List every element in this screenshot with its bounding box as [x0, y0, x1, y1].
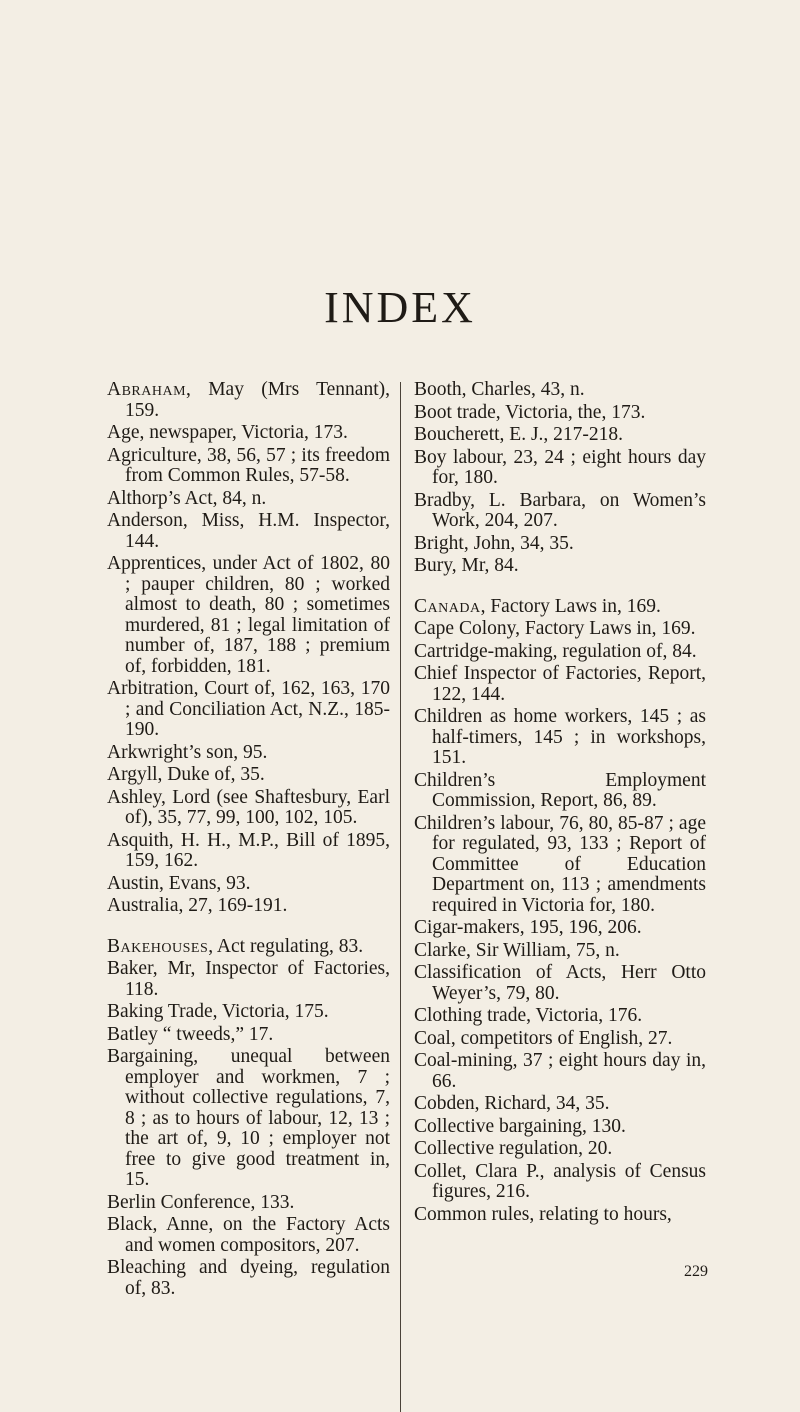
index-entry-text: Children as home workers, 145 ; as half-timers, 145 ; in workshops, 151.: [414, 706, 706, 768]
index-entry: [414, 1139, 706, 1160]
index-column-left: [107, 380, 390, 1301]
index-entry: [107, 511, 390, 552]
index-entry-text: Berlin Conference, 133.: [107, 1191, 295, 1213]
index-entry: [414, 664, 706, 705]
index-entry-text: Children’s labour, 76, 80, 85-87 ; age for regulated, 93, 133 ; Report of Committee of Education Department on, 113 ; amendments required in Victoria for, 180.: [414, 812, 706, 916]
index-entry-text: Arbitration, Court of, 162, 163, 170 ; and Conciliation Act, N.Z., 185-190.: [107, 678, 390, 740]
index-entry: [414, 642, 706, 663]
index-entry-text: Austin, Evans, 93.: [107, 872, 251, 894]
index-entry-text: Baking Trade, Victoria, 175.: [107, 1001, 329, 1022]
index-entry-text: Boot trade, Victoria, the, 173.: [414, 401, 646, 423]
index-entry-text: Collective regulation, 20.: [414, 1138, 613, 1159]
index-entry: [414, 1117, 706, 1138]
index-entry-text: Asquith, H. H., M.P., Bill of 1895, 159, 162.: [107, 829, 390, 871]
index-section-head: Canada: [414, 595, 481, 617]
index-entry: [414, 1094, 706, 1115]
index-entry: [107, 446, 390, 487]
index-entry: [107, 423, 390, 444]
index-entry-text: Collective bargaining, 130.: [414, 1115, 626, 1137]
index-entry-text: Baker, Mr, Inspector of Factories, 118.: [107, 958, 390, 1000]
index-entry: [414, 619, 706, 640]
index-entry: [414, 597, 706, 618]
index-entry: [107, 896, 390, 917]
index-entry: [414, 425, 706, 446]
index-entry-text: Cobden, Richard, 34, 35.: [414, 1093, 610, 1114]
index-entry: [107, 788, 390, 829]
index-entry: [107, 489, 390, 510]
index-entry-text: Coal, competitors of English, 27.: [414, 1027, 673, 1049]
index-entry-text: , Factory Laws in, 169.: [480, 595, 661, 617]
index-entry: [414, 941, 706, 962]
index-entry: [107, 874, 390, 895]
index-entry: [414, 1205, 706, 1226]
index-entry: [414, 556, 706, 577]
index-entry-text: Bargaining, unequal between employer and workmen, 7 ; without collective regulations, 7, 8 ; as to hours of labour, 12, 13 ; the art of, 9, 10 ; employer not free to give good treatment in, 15.: [107, 1046, 390, 1190]
index-entry-text: Age, newspaper, Victoria, 173.: [107, 422, 348, 443]
index-entry-text: Bury, Mr, 84.: [414, 555, 519, 576]
index-entry: [414, 491, 706, 532]
index-entry-text: Boy labour, 23, 24 ; eight hours day for, 180.: [414, 446, 706, 488]
index-entry: [414, 918, 706, 939]
page-number: 229: [684, 1263, 708, 1280]
index-entry: [414, 448, 706, 489]
page-title: INDEX: [324, 283, 476, 332]
index-entry: [414, 963, 706, 1004]
index-entry: [414, 814, 706, 917]
index-entry: [414, 707, 706, 769]
index-entry: [107, 831, 390, 872]
index-entry: [107, 1258, 390, 1299]
index-entry: [414, 771, 706, 812]
index-entry: [414, 1162, 706, 1203]
index-entry: [107, 380, 390, 421]
index-entry: [414, 1006, 706, 1027]
index-entry-text: Chief Inspector of Factories, Report, 122, 144.: [414, 663, 706, 705]
index-entry: [107, 937, 390, 958]
column-divider: [400, 382, 401, 1412]
index-entry-text: , Act regulating, 83.: [208, 935, 364, 957]
index-entry-text: , May (Mrs Tennant), 159.: [125, 379, 390, 421]
index-entry: [414, 1051, 706, 1092]
index-entry: [414, 380, 706, 401]
index-entry-text: Batley “ tweeds,” 17.: [107, 1023, 274, 1045]
index-entry-text: Cartridge-making, regulation of, 84.: [414, 640, 697, 662]
index-entry-text: Bright, John, 34, 35.: [414, 532, 574, 554]
index-entry-text: Collet, Clara P., analysis of Census figures, 216.: [414, 1160, 706, 1202]
index-entry: [107, 1193, 390, 1214]
index-section-head: Abraham: [107, 379, 187, 400]
index-entry-text: Bradby, L. Barbara, on Women’s Work, 204, 207.: [414, 489, 706, 531]
index-entry-text: Booth, Charles, 43, n.: [414, 379, 585, 400]
index-entry-text: Cape Colony, Factory Laws in, 169.: [414, 618, 696, 639]
index-entry-text: Children’s Employment Commission, Report, 86, 89.: [414, 769, 706, 811]
index-entry: [107, 765, 390, 786]
index-entry-text: Cigar-makers, 195, 196, 206.: [414, 917, 642, 938]
index-entry: [414, 534, 706, 555]
index-entry-text: Clarke, Sir William, 75, n.: [414, 939, 620, 961]
index-entry: [414, 403, 706, 424]
index-entry: [107, 1215, 390, 1256]
index-entry-text: Argyll, Duke of, 35.: [107, 764, 265, 785]
index-entry-text: Common rules, relating to hours,: [414, 1203, 672, 1225]
index-entry: [414, 1029, 706, 1050]
index-entry: [107, 679, 390, 741]
index-entry-text: Australia, 27, 169-191.: [107, 895, 288, 916]
index-entry: [107, 743, 390, 764]
index-section-head: Bakehouses: [107, 935, 209, 957]
index-entry: [107, 1025, 390, 1046]
index-entry-text: Coal-mining, 37 ; eight hours day in, 66.: [414, 1050, 706, 1092]
index-entry-text: Agriculture, 38, 56, 57 ; its freedom from Common Rules, 57-58.: [107, 444, 390, 486]
index-entry-text: Classification of Acts, Herr Otto Weyer’s, 79, 80.: [414, 962, 706, 1004]
index-entry-text: Anderson, Miss, H.M. Inspector, 144.: [107, 510, 390, 552]
index-entry: [107, 1002, 390, 1023]
index-entry: [107, 959, 390, 1000]
index-entry: [107, 554, 390, 677]
index-entry-text: Bleaching and dyeing, regulation of, 83.: [107, 1257, 390, 1299]
index-entry-text: Boucherett, E. J., 217-218.: [414, 424, 624, 445]
index-entry: [107, 1047, 390, 1191]
index-entry-text: Apprentices, under Act of 1802, 80 ; pauper children, 80 ; worked almost to death, 80 ; sometimes murdered, 81 ; legal limitation of number of, 187, 188 ; premium of, forbidden, 181.: [107, 553, 390, 677]
index-entry-text: Clothing trade, Victoria, 176.: [414, 1005, 643, 1026]
index-entry-text: Arkwright’s son, 95.: [107, 741, 268, 763]
index-entry-text: Ashley, Lord (see Shaftesbury, Earl of), 35, 77, 99, 100, 102, 105.: [107, 786, 390, 828]
index-entry-text: Althorp’s Act, 84, n.: [107, 487, 267, 509]
index-entry-text: Black, Anne, on the Factory Acts and women compositors, 207.: [107, 1214, 390, 1256]
index-column-right: [414, 380, 706, 1227]
